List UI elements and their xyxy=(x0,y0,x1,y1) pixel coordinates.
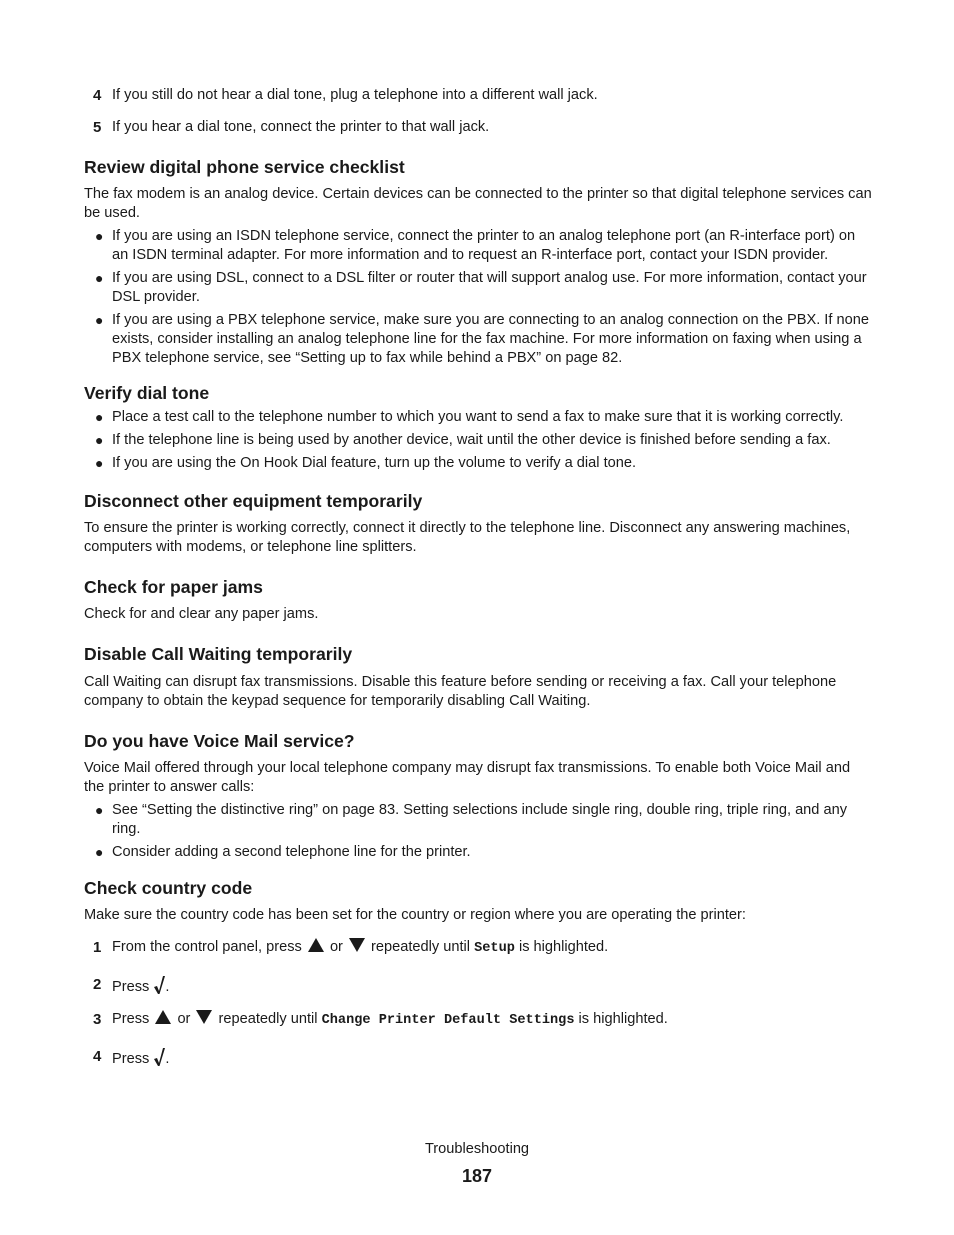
up-arrow-icon xyxy=(308,938,324,952)
section-heading-paper-jams: Check for paper jams xyxy=(84,577,263,597)
list-item: ● Place a test call to the telephone number to which you want to send a fax to make sure that it is working correctly. xyxy=(95,409,844,425)
list-item: ● Consider adding a second telephone line for the printer. xyxy=(95,844,471,860)
bullet-icon: ● xyxy=(95,228,104,244)
country-step-2: 2 Press . xyxy=(93,976,170,995)
bullet-icon: ● xyxy=(95,409,104,425)
step-number: 4 xyxy=(93,1048,102,1065)
step-number: 3 xyxy=(93,1011,102,1028)
step-number: 4 xyxy=(93,87,102,104)
section-heading-voice-mail: Do you have Voice Mail service? xyxy=(84,731,355,751)
list-item: ● If you are using the On Hook Dial feature, turn up the volume to verify a dial tone. xyxy=(95,455,637,471)
list-item: ● See “Setting the distinctive ring” on page 83. Setting selections include single ring, double ring, triple ring, and any ring. xyxy=(95,802,847,837)
checkmark-icon xyxy=(153,975,165,995)
list-item: ● If you are using DSL, connect to a DSL filter or router that will support analog use. For more information, contact your DSL provider. xyxy=(95,270,867,305)
section-heading-country-code: Check country code xyxy=(84,878,253,898)
checkmark-icon xyxy=(153,1047,165,1067)
down-arrow-icon xyxy=(196,1010,212,1024)
up-arrow-icon xyxy=(155,1010,171,1024)
footer-section-title: Troubleshooting xyxy=(424,1141,530,1157)
country-step-4: 4 Press . xyxy=(93,1048,170,1067)
list-item: ● If the telephone line is being used by another device, wait until the other device is finished before sending a fax. xyxy=(95,432,831,448)
bullet-icon: ● xyxy=(95,432,104,448)
step-text: If you still do not hear a dial tone, plug a telephone into a different wall jack. xyxy=(112,87,598,103)
section-heading-disconnect: Disconnect other equipment temporarily xyxy=(84,491,423,511)
menu-item-code: Change Printer Default Settings xyxy=(321,1013,575,1028)
section-intro: Make sure the country code has been set for the country or region where you are operating the printer: xyxy=(84,907,746,923)
list-item: ● If you are using a PBX telephone service, make sure you are connecting to an analog connection on the PBX. If none exists, consider installing an analog telephone line for the fax machine. For more information on faxing when using a PBX telephone service, see “Setting up to fax while behind a PBX” on page 82. xyxy=(95,312,869,366)
section-intro: Voice Mail offered through your local telephone company may disrupt fax transmissions. To enable both Voice Mail and the printer to answer calls: xyxy=(84,760,851,795)
section-intro: The fax modem is an analog device. Certain devices can be connected to the printer so that digital telephone services can be used. xyxy=(84,186,872,221)
bullet-list xyxy=(84,801,872,862)
bullet-icon: ● xyxy=(95,455,104,471)
section-heading-dial-tone: Verify dial tone xyxy=(84,383,210,403)
section-heading-call-waiting: Disable Call Waiting temporarily xyxy=(84,644,353,664)
document-page xyxy=(84,84,872,1069)
country-step-1: 1 From the control panel, press or repeatedly until Setup is highlighted. xyxy=(93,939,609,956)
bullet-icon: ● xyxy=(95,844,104,860)
step-number: 2 xyxy=(93,976,102,993)
page-number: 187 xyxy=(461,1166,493,1186)
bullet-icon: ● xyxy=(95,270,104,286)
section-heading-digital: Review digital phone service checklist xyxy=(84,157,405,177)
step-4 xyxy=(84,86,872,105)
step-text: If you hear a dial tone, connect the printer to that wall jack. xyxy=(112,119,490,135)
section-text: To ensure the printer is working correctly, connect it directly to the telephone line. Disconnect any answering machines, computers with modems, or telephone line splitters. xyxy=(84,520,851,555)
step-number: 1 xyxy=(93,939,102,956)
bullet-list xyxy=(84,408,872,473)
list-item: ● If you are using an ISDN telephone service, connect the printer to an analog telephone port (an R-interface port) on an ISDN terminal adapter. For more information and to request an R-interface port, contact your ISDN provider. xyxy=(95,228,856,263)
bullet-icon: ● xyxy=(95,802,104,818)
section-text: Call Waiting can disrupt fax transmissions. Disable this feature before sending or receiving a fax. Call your telephone company to obtain the keypad sequence for temporarily disabling Call Waiting. xyxy=(84,674,837,709)
menu-item-code: Setup xyxy=(474,941,515,956)
bullet-list xyxy=(84,227,872,368)
step-number: 5 xyxy=(93,119,102,136)
bullet-icon: ● xyxy=(95,312,104,328)
step-5 xyxy=(84,118,872,137)
country-step-3: 3 Press or repeatedly until Change Printer Default Settings is highlighted. xyxy=(93,1011,668,1028)
section-text: Check for and clear any paper jams. xyxy=(84,606,319,622)
down-arrow-icon xyxy=(349,938,365,952)
